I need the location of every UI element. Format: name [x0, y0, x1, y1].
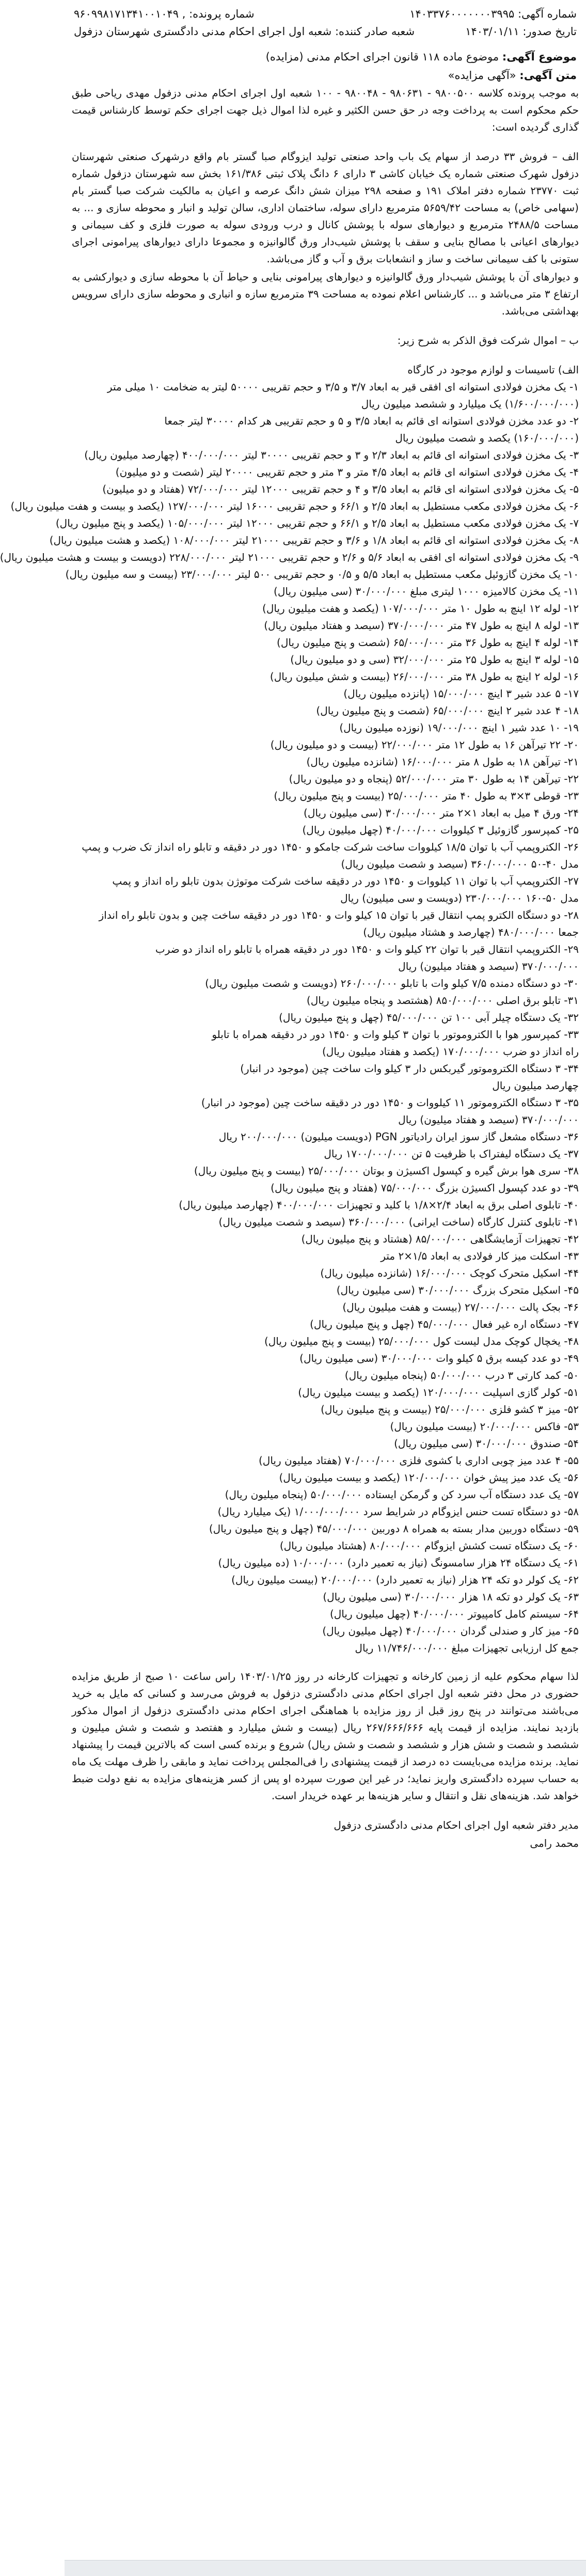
closing-paragraph: لذا سهام محکوم علیه از زمین کارخانه و تجهیزات کارخانه در روز ۱۴۰۳/۰۱/۲۵ راس ساعت ۱۰ صبح از طریق مزایده حضوری در محل دفتر شعبه اول اجرای احکام مدنی دادگستری دزفول به فروش می‌رسد و کسانی که مایل به خرید می‌باشند می‌توانند در پنج روز قبل از روز مزایده با هماهنگی اجرای احکام مدنی دادگستری دزفول از اموال مذکور بازدید نمایند. مزایده از قیمت پایه ۲۶۷/۶۶۶/۶۶۶ ریال (بیست و شش میلیارد و هفتصد و شصت و شش میلیون و ششصد و شصت و شش هزار و ششصد و شصت و شش ریال) شروع و برنده کسی است که بالاترین قیمت را پیشنهاد نماید. برنده مزایده می‌بایست ده درصد از قیمت پیشنهادی را فی‌المجلس پرداخت نماید و مابقی را ظرف مهلت یک ماه به حساب سپرده دادگستری واریز نماید؛ در غیر این صورت سپرده او پس از کسر هزینه‌های مزایده به نفع دولت ضبط خواهد شد. هزینه‌های نقل و انتقال و سایر هزینه‌ها بر عهده خریدار است.: [72, 1670, 579, 1802]
issue-date-value: ۱۴۰۳/۰۱/۱۱: [465, 25, 519, 38]
issue-date: [465, 23, 577, 40]
list-item: ۵- یک مخزن فولادی استوانه ای قائم به ابعاد ۳/۵ و ۴ و حجم تقریبی ۱۲۰۰۰ لیتر ۷۲/۰۰۰/۰۰۰ (هفتاد و دو میلیون): [102, 483, 579, 495]
list-item: ۴- یک مخزن فولادی استوانه ای قائم به ابعاد ۴/۵ متر و ۳ متر و حجم تقریبی ۲۰۰۰۰ لیتر (شصت و دو میلیون): [115, 466, 579, 478]
notice-topic: [65, 42, 586, 85]
list-item: ۶۲- یک کولر دو تکه ۲۴ هزار (نیاز به تعمیر دارد) ۲۰/۰۰۰/۰۰۰ (بیست میلیون ریال): [231, 1574, 579, 1586]
list-item: ۱۰- یک مخزن گازوئیل مکعب مستطیل به ابعاد ۵/۵ و ۰/۵ و حجم تقریبی ۵۰۰ لیتر ۲۳/۰۰۰/۰۰۰ (بیست و سه میلیون ریال): [65, 568, 579, 580]
list-item: ۴۰- تابلوی اصلی برق به ابعاد ۲/۴×۱/۸ با کلید و تجهیزات ۴۰۰/۰۰۰/۰۰۰ (چهارصد میلیون ریال): [179, 1199, 579, 1211]
notice-number-label: شماره آگهی:: [517, 8, 577, 20]
list-item: ۴۶- بجک پالت ۲۷/۰۰۰/۰۰۰ (بیست و هفت میلیون ریال): [342, 1301, 579, 1313]
list-item: ۵۰- کمد کارتی ۳ درب ۵۰/۰۰۰/۰۰۰ (پنجاه میلیون ریال): [344, 1369, 579, 1381]
list-item: مدل ۵۰-۱۶۰ ۲۳۰/۰۰۰/۰۰۰ (دویست و سی میلیون) ریال: [340, 892, 579, 904]
notice-text-title: [74, 66, 577, 85]
list-item: ۲۵- کمپرسور گازوئیل ۳ کیلووات ۴۰/۰۰۰/۰۰۰ (چهل میلیون ریال): [302, 824, 579, 836]
list-item: ۱۸- ۴ عدد شیر ۲ اینچ ۶۵/۰۰۰/۰۰۰ (شصت و پنج میلیون ریال): [316, 704, 579, 717]
list-item: ۶۵- میز کار و صندلی گردان ۴۰/۰۰۰/۰۰۰ (چهل میلیون ریال): [322, 1625, 579, 1637]
equipment-list: [0, 362, 579, 1657]
list-item: ۲۸- دو دستگاه الکترو پمپ انتقال قیر با توان ۱۵ کیلو وات و ۱۴۵۰ دور در دقیقه ساخت چین و بدون تابلو راه انداز: [99, 909, 579, 921]
list-item: ۳۵- ۳ دستگاه الکتروموتور ۱۱ کیلووات و ۱۴۵۰ دور در دقیقه ساخت چین (موجود در انبار): [201, 1096, 579, 1109]
list-item: ۶۰- یک دستگاه تست کشش ایزوگام ۸۰/۰۰۰/۰۰۰ (هشتاد میلیون ریال): [279, 1540, 579, 1552]
list-item: ۳۶- دستگاه مشعل گاز سوز ایران رادیاتور PGN (دویست میلیون) ۲۰۰/۰۰۰/۰۰۰ ریال: [218, 1130, 579, 1143]
alef-tail-paragraph: و دیوارهای آن با پوشش شیب‌دار ورق گالوانیزه و دیوارهای پیرامونی بنایی و حیاط آن با محوطه سازی و دیوارکشی به ارتفاع ۳ متر می‌باشد و ... کارشناس اعلام نموده به مساحت ۳۹ مترمربع سازه و انباری و محوطه سازی دارای سرویس بهداشتی می‌باشد.: [72, 271, 579, 317]
notice-text-label: متن آگهی:: [519, 69, 577, 82]
list-item: ۲۶- الکتروپمپ آب با توان ۱۸/۵ کیلووات ساخت شرکت جامکو و ۱۴۵۰ دور در دقیقه و تابلو راه انداز تک ضرب و پمپ: [82, 841, 579, 853]
list-item: ۵۲- میز ۳ کشو فلزی ۲۵/۰۰۰/۰۰۰ (بیست و پنج میلیون ریال): [321, 1403, 579, 1416]
notice-number-value: ۱۴۰۳۳۷۶۰۰۰۰۰۰۰۳۹۹۵: [409, 8, 515, 20]
file-number-label: شماره پرونده:: [189, 8, 255, 20]
list-item: ۵۸- دو دستگاه تست حنس ایزوگام در شرایط سرد ۱/۰۰۰/۰۰۰/۰۰۰ (یک میلیارد ریال): [217, 1505, 579, 1518]
list-item: ۴۳- اسکلت میز کار فولادی به ابعاد ۱/۵×۲ متر: [381, 1250, 579, 1262]
list-item: ۶- یک مخزن فولادی مکعب مستطیل به ابعاد ۲/۵ و ۶۶/۱ و حجم تقریبی ۱۶۰۰۰ لیتر ۱۲۷/۰۰۰/۰۰۰ (یکصد و بیست و هفت میلیون ریال): [10, 500, 579, 512]
list-item: ۵۴- صندوق ۳۰/۰۰۰/۰۰۰ (سی میلیون ریال): [394, 1437, 579, 1450]
footer-bar: [65, 2560, 586, 2576]
list-item: الف) تاسیسات و لوازم موجود در کارگاه: [407, 364, 579, 376]
notice-subject-label: موضوع آگهی:: [502, 51, 577, 63]
notice-number: [409, 5, 577, 23]
list-item: ۶۱- یک دستگاه ۲۴ هزار سامسونگ (نیاز به تعمیر دارد) ۱۰/۰۰۰/۰۰۰ (ده میلیون ریال): [218, 1557, 579, 1569]
list-item: ۳۲- یک دستگاه چیلر آبی ۱۰۰ تن ۴۵/۰۰۰/۰۰۰ (چهل و پنج میلیون ریال): [279, 1011, 579, 1024]
list-item: ۵۵- ۴ عدد میز چوبی اداری با کشوی فلزی ۷۰/۰۰۰/۰۰۰ (هفتاد میلیون ریال): [258, 1454, 579, 1467]
list-item: ۵۹- دستگاه دوربین مدار بسته به همراه ۸ دوربین ۴۵/۰۰۰/۰۰۰ (چهل و پنج میلیون ریال): [209, 1522, 579, 1535]
list-item: ۳۳- کمپرسور هوا با الکتروموتور با توان ۳ کیلو وات و ۱۴۵۰ دور در دقیقه همراه با تابلو: [212, 1028, 579, 1041]
notice-body: [0, 85, 586, 1852]
list-item: ۲۷- الکتروپمپ آب با توان ۱۱ کیلووات و ۱۴۵۰ دور در دقیقه ساخت شرکت موتوژن بدون تابلو راه انداز و پمپ: [112, 875, 579, 887]
list-item: ۶۴- سیستم کامل کامپیوتر ۴۰/۰۰۰/۰۰۰ (چهل میلیون ریال): [329, 1608, 579, 1620]
list-item: ۳۰- دو دستگاه دمنده ۷/۵ کیلو وات با تابلو ۲۶۰/۰۰۰/۰۰۰ (دویست و شصت میلیون ریال): [205, 977, 579, 989]
list-item: ۴۷- دستگاه اره غیر فعال ۴۵/۰۰۰/۰۰۰ (چهل و پنج میلیون ریال): [310, 1318, 579, 1330]
list-item: ۲۰- ۲۲ تیرآهن ۱۶ به طول ۱۲ متر ۲۲/۰۰۰/۰۰۰ (بیست و دو میلیون ریال): [270, 739, 579, 751]
be-heading: ب – اموال شرکت فوق الذکر به شرح زیر:: [397, 334, 579, 347]
list-item: (۱/۶۰۰/۰۰۰/۰۰۰) یک میلیارد و ششصد میلیون ریال: [361, 398, 579, 410]
list-item: ۷- یک مخزن فولادی مکعب مستطیل به ابعاد ۲/۵ و ۶۶/۱ و حجم تقریبی ۱۲۰۰۰ لیتر ۱۰۵/۰۰۰/۰۰۰ (یکصد و پنج میلیون ریال): [55, 517, 579, 529]
list-item: ۶۳- یک کولر دو تکه ۱۸ هزار ۳۰/۰۰۰/۰۰۰ (سی میلیون ریال): [323, 1591, 579, 1603]
list-item: ۵۷- یک عدد دستگاه آب سرد کن و گرمکن ایستاده ۵۰/۰۰۰/۰۰۰ (پنجاه میلیون ریال): [225, 1488, 579, 1501]
issuing-branch-label: شعبه صادر کننده:: [335, 25, 415, 38]
list-item: جمع کل ارزیابی تجهیزات مبلغ ۱۱/۷۴۶/۰۰۰/۰۰۰ ریال: [355, 1642, 579, 1654]
alef-paragraph: الف – فروش ۳۳ درصد از سهام یک باب واحد صنعتی تولید ایزوگام صبا گستر بام واقع درشهرک صنعتی شهرستان دزفول شهرک صنعتی شماره یک خیابان کاشی ۳ دارای ۶ دانگ پلاک ثبتی ۱۶۱/۳۸۶ بخش سه شهرستان دزفول شماره ثبت ۲۳۷۷۰ شماره دفتر املاک ۱۹۱ و صفحه ۲۹۸ میزان شش دانگ عرصه و اعیان به مالکیت شرکت صبا گستر بام (سهامی خاص) به مساحت ۵۶۵۹/۴۲ مترمربع دارای سوله، ساختمان اداری، سالن تولید و انبار و محوطه سازی و ... به مساحت ۲۴۸۸/۵ مترمربع و دیوارهای سوله با پوشش کانال و درب ورودی سوله به صورت فلزی و کف سیمانی و دیوارهای اعیانی با مصالح بنایی و سقف با پوشش شیب‌دار ورق گالوانیزه و مجموعا دارای دیوارهای پیرامونی اجرای ستونی با کف سیمانی ساخت و ساز و انشعابات برق و آب و گاز می‌باشد.: [72, 150, 579, 265]
notice-header: [65, 0, 586, 42]
list-item: ۴۵- اسکیل متحرک بزرگ ۳۰/۰۰۰/۰۰۰ (سی میلیون ریال): [336, 1284, 579, 1296]
issuing-branch-value: شعبه اول اجرای احکام مدنی دادگستری شهرستان دزفول: [74, 25, 332, 38]
list-item: چهارصد میلیون ریال: [492, 1079, 579, 1092]
list-item: ۳- یک مخزن فولادی استوانه ای قائم به ابعاد ۲/۳ و ۳ و حجم تقریبی ۳۰۰۰۰ لیتر ۴۰۰/۰۰۰/۰۰۰ (چهارصد میلیون ریال): [84, 449, 579, 461]
issue-date-label: تاریخ صدور:: [522, 25, 577, 38]
list-item: راه انداز دو ضرب ۱۷۰/۰۰۰/۰۰۰ (یکصد و هفتاد میلیون ریال): [322, 1045, 579, 1058]
list-item: مدل ۴۰-۵۰ ۳۶۰/۰۰۰/۰۰۰ (سیصد و شصت میلیون ریال): [341, 858, 579, 870]
list-item: ۵۱- کولر گازی اسپلیت ۱۲۰/۰۰۰/۰۰۰ (یکصد و بیست میلیون ریال): [298, 1386, 579, 1399]
list-item: ۳۷- یک دستگاه لیفتراک با ظرفیت ۵ تن ۱۷۰۰/۰۰۰/۰۰۰ ریال: [324, 1148, 579, 1160]
list-item: ۱۶- لوله ۲ اینچ به طول ۳۸ متر ۲۶/۰۰۰/۰۰۰ (بیست و شش میلیون ریال): [270, 670, 579, 683]
list-item: ۱۳- لوله ۸ اینچ به طول ۴۷ متر ۳۷۰/۰۰۰/۰۰۰ (سیصد و هفتاد میلیون ریال): [264, 619, 579, 632]
notice-subject-value: موضوع ماده ۱۱۸ قانون اجرای احکام مدنی (مزایده): [265, 51, 499, 63]
list-item: ۴۸- یخچال کوچک مدل لیست کول ۲۵/۰۰۰/۰۰۰ (بیست و پنج میلیون ریال): [264, 1335, 579, 1347]
list-item: ۳۴- ۳ دستگاه الکتروموتور گیربکس دار ۳ کیلو وات ساخت چین (موجود در انبار): [240, 1062, 579, 1075]
list-item: ۳۹- دو عدد کپسول اکسیژن بزرگ ۷۵/۰۰۰/۰۰۰ (هفتاد و پنج میلیون ریال): [271, 1182, 579, 1194]
file-number: [74, 5, 255, 23]
list-item: ۵۳- فاکس ۲۰/۰۰۰/۰۰۰ (بیست میلیون ریال): [390, 1420, 579, 1433]
header-row-issuer: [74, 23, 577, 40]
list-item: ۱۴- لوله ۴ اینچ به طول ۳۶ متر ۶۵/۰۰۰/۰۰۰ (شصت و پنج میلیون ریال): [277, 636, 579, 649]
list-item: ۴۴- اسکیل متحرک کوچک ۱۶/۰۰۰/۰۰۰ (شانزده میلیون ریال): [320, 1267, 579, 1279]
list-item: ۲۱- تیرآهن ۱۸ به طول ۸ متر ۱۶/۰۰۰/۰۰۰ (شانزده میلیون ریال): [306, 756, 579, 768]
list-item: ۹- یک مخزن فولادی استوانه ای افقی به ابعاد ۵/۶ و ۲/۶ و حجم تقریبی ۲۱۰۰۰ لیتر ۲۲۸/۰۰۰/۰۰۰ (دویست و بیست و هشت میلیون ریال): [0, 551, 579, 563]
list-item: ۱۵- لوله ۳ اینچ به طول ۲۵ متر ۳۲/۰۰۰/۰۰۰ (سی و دو میلیون ریال): [290, 653, 579, 666]
signature-name: محمد رامی: [530, 1837, 579, 1849]
list-item: ۲۴- ورق ۴ میل به ابعاد ۱×۲ متر ۳۰/۰۰۰/۰۰۰ (سی میلیون ریال): [304, 807, 579, 819]
list-item: ۱- یک مخزن فولادی استوانه ای افقی قیر به ابعاد ۳/۷ و ۳/۵ و حجم تقریبی ۵۰۰۰۰ لیتر به ضخامت ۱۰ میلی متر: [107, 381, 579, 393]
list-item: ۸- یک مخزن فولادی استوانه ای قائم به ابعاد ۱/۸ و ۳/۶ و حجم تقریبی ۲۱۰۰۰ لیتر ۱۰۸/۰۰۰/۰۰۰ (یکصد و هشت میلیون ریال): [49, 534, 579, 546]
list-item: ۴۲- تجهیزات آزمایشگاهی ۸۵/۰۰۰/۰۰۰ (هشتاد و پنج میلیون ریال): [301, 1233, 579, 1245]
list-item: ۲۳- قوطی ۳×۳ به طول ۴۰ متر ۲۵/۰۰۰/۰۰۰ (بیست و پنج میلیون ریال): [274, 790, 579, 802]
list-item: ۳۷۰/۰۰۰/۰۰۰ (سیصد و هفتاد میلیون) ریال: [398, 1113, 579, 1126]
list-item: ۵۶- یک عدد میز پیش خوان ۱۲۰/۰۰۰/۰۰۰ (یکصد و بیست میلیون ریال): [279, 1471, 579, 1484]
list-item: ۴۹- دو عدد کیسه برق ۵ کیلو وات ۳۰/۰۰۰/۰۰۰ (سی میلیون ریال): [299, 1352, 579, 1364]
intro-paragraph: به موجب پرونده کلاسه ۹۸۰۰۵۰۰ - ۹۸۰۶۳۱ - ۹۸۰۰۴۸ - ۱۰۰ شعبه اول اجرای احکام مدنی دزفول مهدی ریاحی طبق حکم محکوم است به پرداخت وجه در حق حسن الکثیر و غیره لذا اموال ذیل جهت اجرای حکم توسط کارشناس قیمت گذاری گردیده است:: [72, 87, 579, 133]
list-item: ۲۲- تیرآهن ۱۴ به طول ۳۰ متر ۵۲/۰۰۰/۰۰۰ (پنجاه و دو میلیون ریال): [289, 773, 579, 785]
list-item: ۳۱- تابلو برق اصلی ۸۵۰/۰۰۰/۰۰۰ (هشتصد و پنجاه میلیون ریال): [306, 994, 579, 1007]
signature-title: مدیر دفتر شعبه اول اجرای احکام مدنی دادگستری دزفول: [334, 1819, 579, 1831]
notice-subject: [74, 48, 577, 66]
list-item: ۱۱- یک مخزن کالامیزه ۱۰۰۰ لیتری مبلغ ۳۰/۰۰۰/۰۰۰ (سی میلیون ریال): [274, 585, 579, 598]
file-number-value: ۹۶۰۹۹۸۱۷۱۳۴۱۰۰۱۰۴۹ ,: [74, 8, 186, 20]
list-item: ۱۷- ۵ عدد شیر ۳ اینچ ۱۵/۰۰۰/۰۰۰ (پانزده میلیون ریال): [343, 687, 579, 700]
list-item: ۲۹- الکتروپمپ انتقال قیر با توان ۲۲ کیلو وات و ۱۴۵۰ دور در دقیقه همراه با تابلو راه انداز دو ضرب: [155, 943, 579, 955]
list-item: (۱۶۰/۰۰۰/۰۰۰) یکصد و شصت میلیون ریال: [395, 432, 579, 444]
list-item: ۴۱- تابلوی کنترل کارگاه (ساخت ایرانی) ۳۶۰/۰۰۰/۰۰۰ (سیصد و شصت میلیون ریال): [218, 1216, 579, 1228]
notice-text-value: «آگهی مزایده»: [448, 69, 516, 82]
list-item: ۳۷۰/۰۰۰/۰۰۰ (سیصد و هفتاد میلیون) ریال: [398, 960, 579, 972]
list-item: ۳۸- سری هوا برش گیره و کپسول اکسیژن و بوتان ۲۵/۰۰۰/۰۰۰ (بیست و پنج میلیون ریال): [194, 1165, 579, 1177]
list-item: ۲- دو عدد مخزن فولادی استوانه ای قائم به ابعاد ۳/۵ و ۵ و حجم تقریبی هر کدام ۳۰۰۰۰ لیتر جمعا: [164, 415, 579, 427]
list-item: ۱۲- لوله ۱۲ اینچ به طول ۱۰ متر ۱۰۷/۰۰۰/۰۰۰ (یکصد و هفت میلیون ریال): [262, 602, 579, 615]
list-item: جمعا ۴۸۰/۰۰۰/۰۰۰ (چهارصد و هشتاد میلیون ریال): [363, 926, 579, 938]
issuing-branch: [74, 23, 415, 40]
list-item: ۱۹- ۱۰ عدد شیر ۱ اینچ ۱۹/۰۰۰/۰۰۰ (نوزده میلیون ریال): [339, 721, 579, 734]
header-row-numbers: [74, 5, 577, 23]
